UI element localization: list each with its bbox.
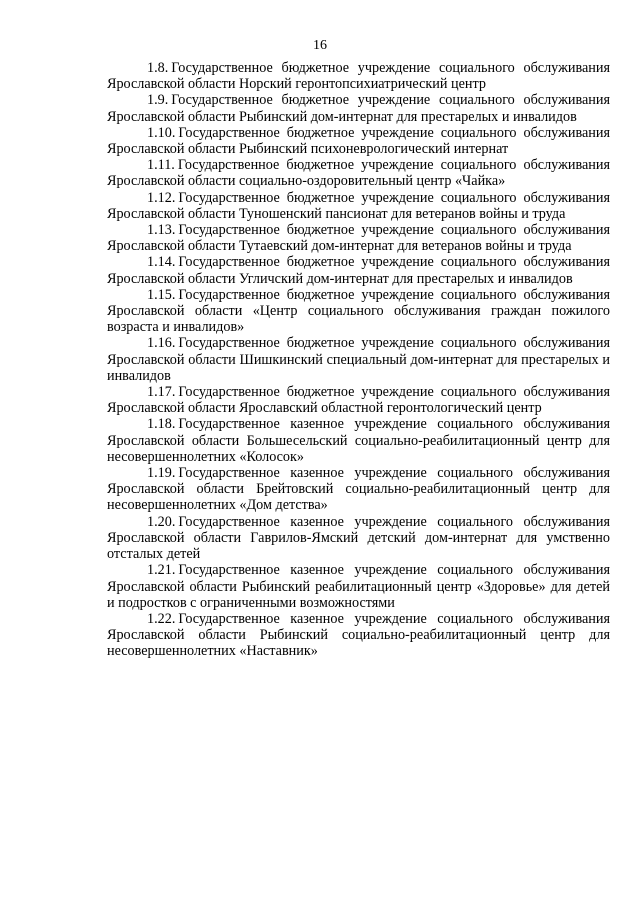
item-number: 1.8. — [147, 60, 169, 76]
item-text: Государственное бюджетное учреждение социального обслуживания Ярославской области Тутаевский дом-интернат для ветеранов войны и труда — [107, 222, 610, 255]
list-item — [107, 287, 610, 336]
page-number: 16 — [313, 38, 327, 53]
list-item — [107, 254, 610, 286]
list-item — [107, 157, 610, 189]
item-number: 1.21. — [147, 562, 176, 579]
item-number: 1.19. — [147, 465, 176, 482]
item-text: Государственное бюджетное учреждение социального обслуживания Ярославской области Туношенский пансионат для ветеранов войны и труда — [107, 189, 610, 222]
item-text: Государственное бюджетное учреждение социального обслуживания Ярославской области Рыбинский дом-интернат для престарелых и инвалидов — [107, 92, 610, 125]
item-text: Государственное казенное учреждение социального обслуживания Ярославской области Гаврилов-Ямский детский дом-интернат для умственно отсталых детей — [107, 513, 610, 563]
item-number: 1.11. — [147, 157, 175, 174]
list-item — [107, 92, 610, 124]
item-number: 1.14. — [147, 254, 176, 271]
item-text: Государственное казенное учреждение социального обслуживания Ярославской области Рыбинский социально-реабилитационный центр для несовершеннолетних «Наставник» — [107, 610, 610, 660]
list-item — [107, 384, 610, 416]
item-number: 1.13. — [147, 222, 176, 239]
list-item — [107, 190, 610, 222]
list-item — [107, 125, 610, 157]
item-text: Государственное бюджетное учреждение социального обслуживания Ярославской области Ярославский областной геронтологический центр — [107, 384, 610, 417]
item-number: 1.15. — [147, 286, 176, 303]
list-item — [107, 465, 610, 514]
item-text: Государственное бюджетное учреждение социального обслуживания Ярославской области Шишкинский специальный дом-интернат для престарелых и инвалидов — [107, 335, 610, 384]
list-item — [107, 416, 610, 465]
item-text: Государственное бюджетное учреждение социального обслуживания Ярославской области Норский геронтопсихиатрический центр — [107, 60, 610, 93]
item-number: 1.18. — [147, 416, 176, 433]
item-number: 1.20. — [147, 513, 176, 530]
list-item — [107, 335, 610, 384]
list-item — [107, 514, 610, 563]
item-text: Государственное казенное учреждение социального обслуживания Ярославской области Большесельский социально-реабилитационный центр для несовершеннолетних «Колосок» — [107, 416, 610, 465]
item-text: Государственное казенное учреждение социального обслуживания Ярославской области Рыбинский реабилитационный центр «Здоровье» для детей и подростков с ограниченными возможностями — [107, 562, 610, 611]
item-number: 1.9. — [147, 92, 169, 109]
item-text: Государственное бюджетное учреждение социального обслуживания Ярославской области социально-оздоровительный центр «Чайка» — [107, 157, 610, 190]
item-number: 1.17. — [147, 384, 176, 401]
item-number: 1.22. — [147, 610, 176, 627]
list-item — [107, 222, 610, 254]
list-item — [107, 611, 610, 660]
item-text: Государственное бюджетное учреждение социального обслуживания Ярославской области Угличский дом-интернат для престарелых и инвалидов — [107, 254, 610, 287]
item-text: Государственное бюджетное учреждение социального обслуживания Ярославской области «Центр социального обслуживания граждан пожилого возраста и инвалидов» — [107, 286, 610, 336]
item-number: 1.12. — [147, 189, 176, 206]
institution-list — [107, 60, 610, 660]
item-text: Государственное казенное учреждение социального обслуживания Ярославской области Брейтовский социально-реабилитационный центр для несовершеннолетних «Дом детства» — [107, 465, 610, 514]
item-text: Государственное бюджетное учреждение социального обслуживания Ярославской области Рыбинский психоневрологический интернат — [107, 124, 610, 158]
item-number: 1.10. — [147, 124, 176, 141]
list-item — [107, 60, 610, 92]
list-item — [107, 562, 610, 611]
item-number: 1.16. — [147, 335, 176, 352]
